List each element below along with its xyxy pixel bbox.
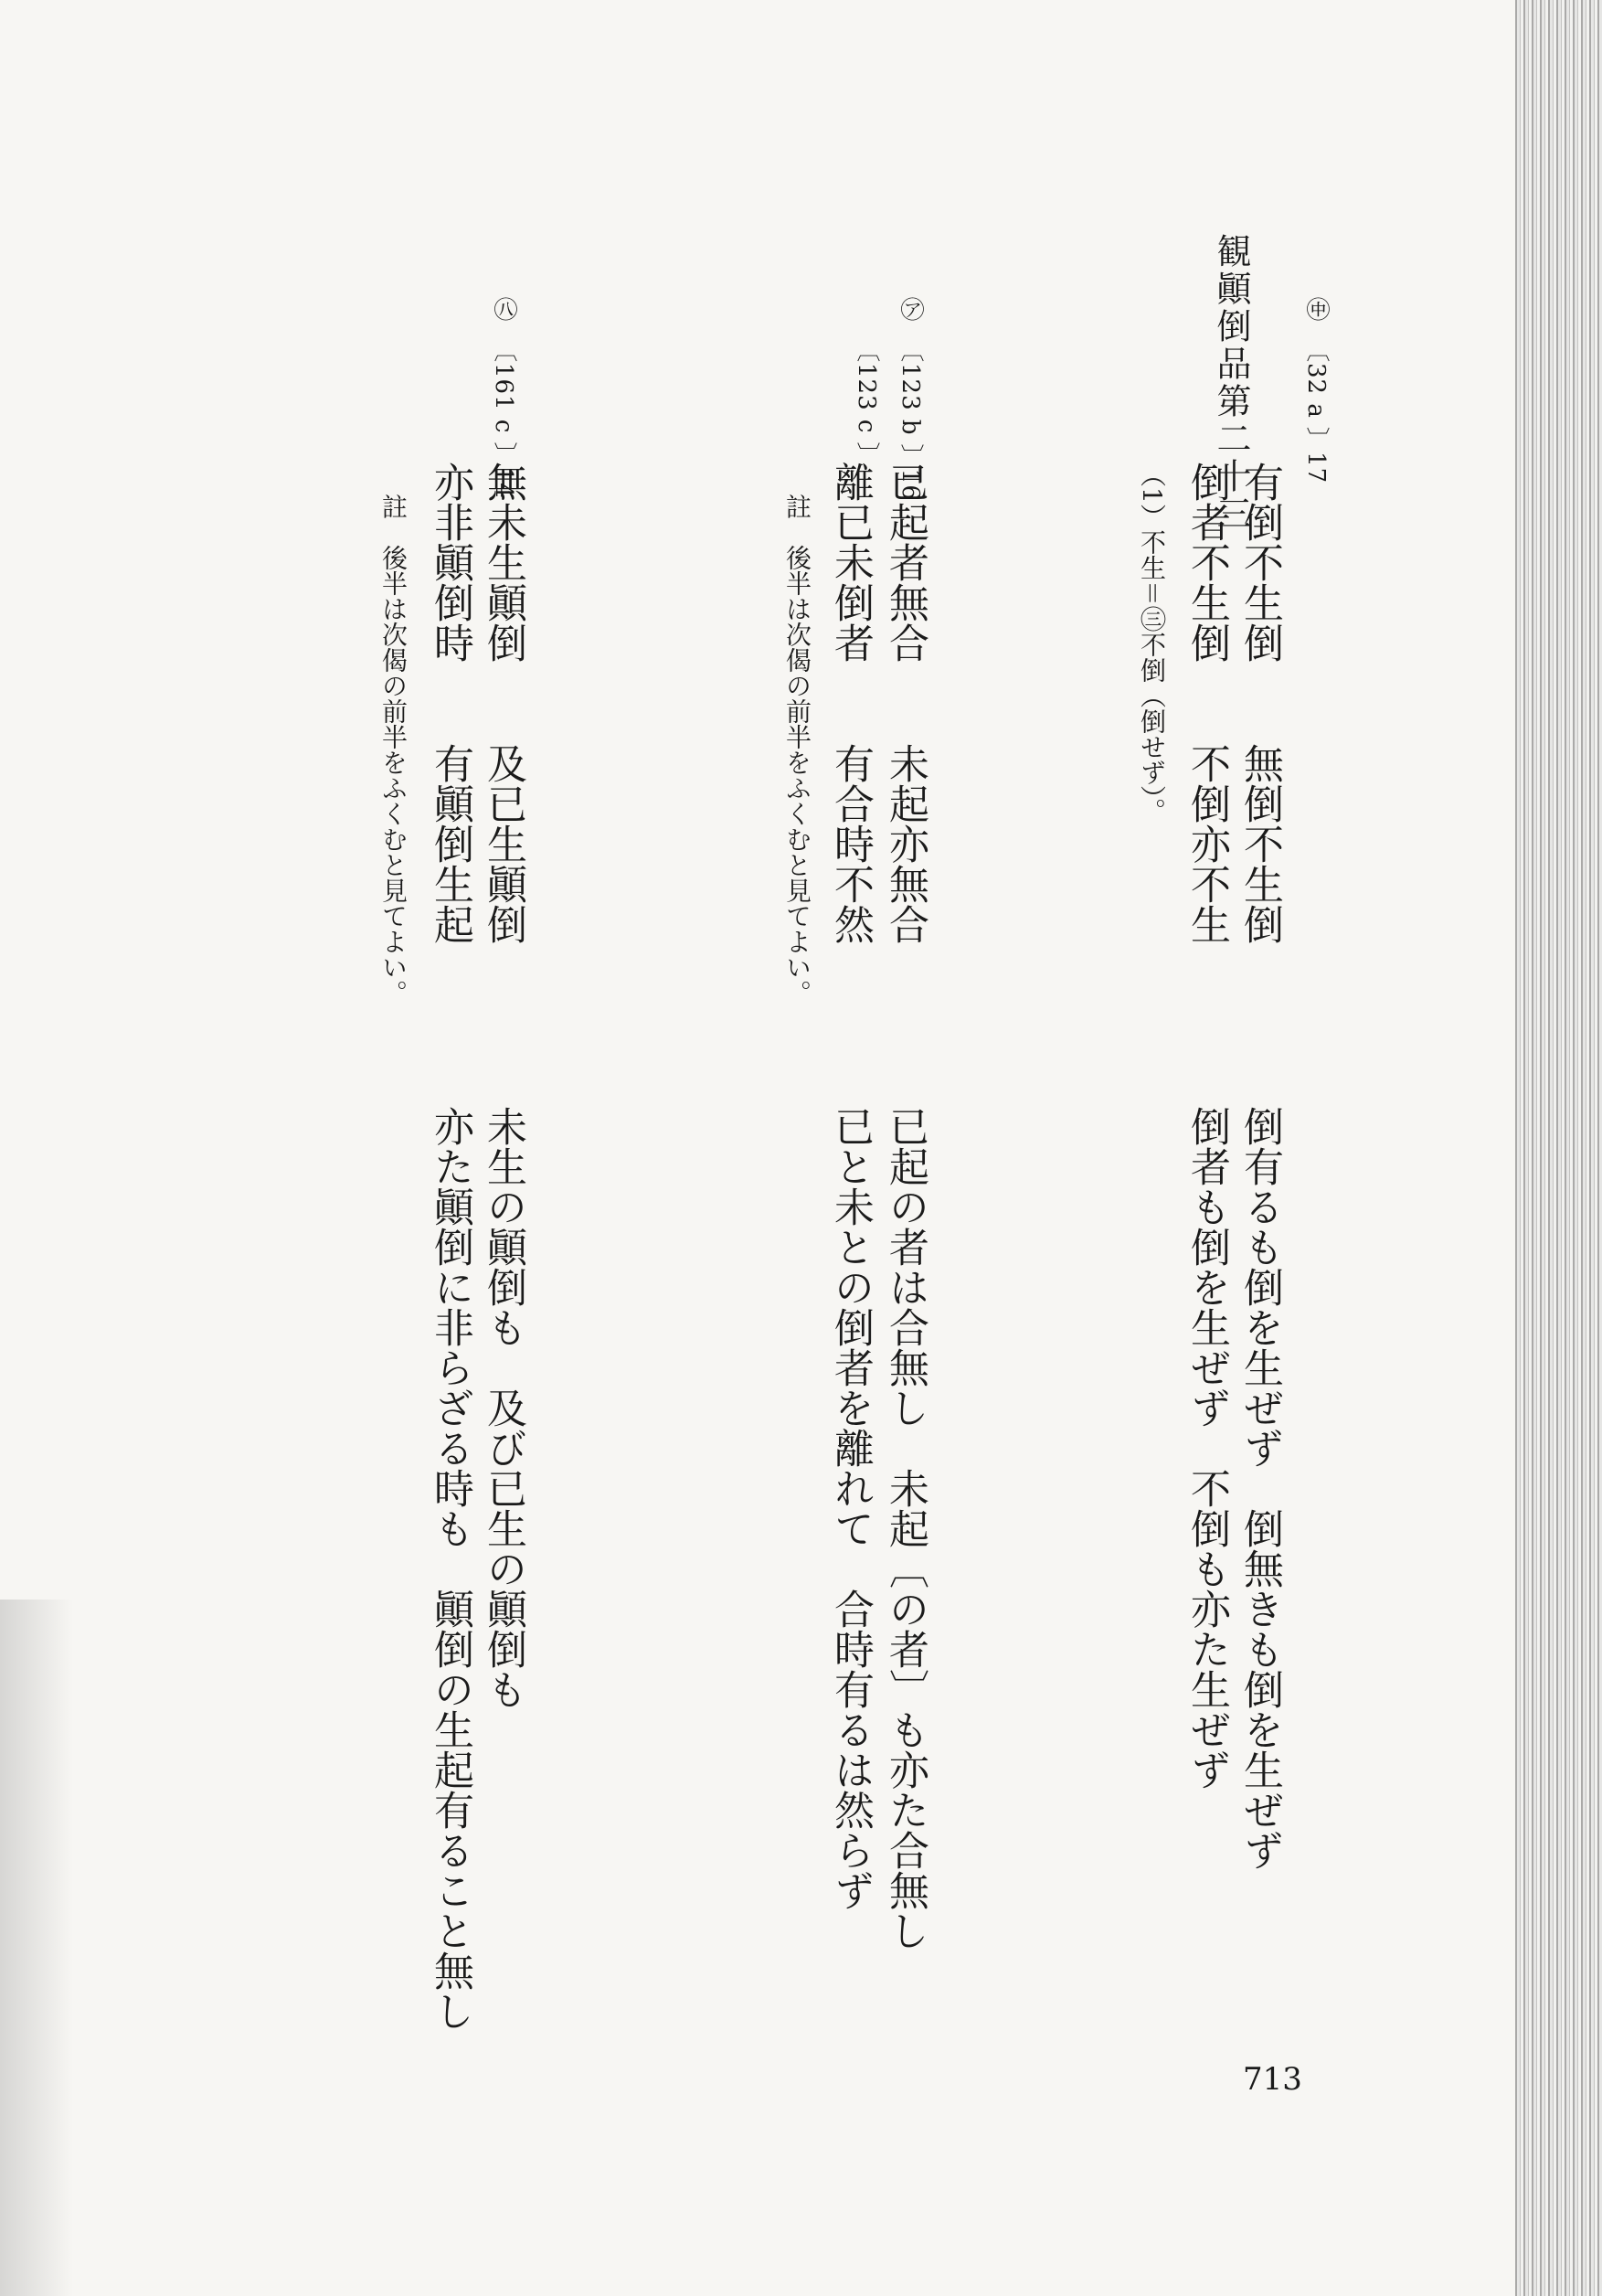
verse-line: 亦非顚倒時 有顚倒生起 [427,462,473,944]
section-ref: 〔161 c 〕14 [490,338,517,499]
verse-line: 已起者無合 未起亦無合 [882,462,928,944]
verse-line: 倒者不生倒 不倒亦不生 [1183,462,1230,944]
footnote: 註 後半は次偈の前半をふくむと見てよい。 [378,494,408,1005]
page-number: 713 [1243,2061,1302,2098]
section-mark: ㋐ [896,297,924,321]
section-ref: 〔123 b 〕16 [896,338,924,501]
section-mark: ㊇ [490,297,517,321]
verse-line: 有倒不生倒 無倒不生倒 [1236,462,1283,944]
verse-line: 離已未倒者 有合時不然 [827,462,874,944]
scan-smudge [0,1600,73,2296]
gloss-line: 亦た顚倒に非らざる時も 顚倒の生起有ること無し [427,1106,473,2031]
footnote: 註 後半は次偈の前半をふくむと見てよい。 [782,494,812,1005]
footnote: （1）不生＝㊂不倒（倒せず）。 [1137,462,1167,824]
section-ref: 〔123 c 〕 [853,338,880,467]
gloss-line: 已と未との倒者を離れて 合時有るは然らず [827,1106,874,1910]
gloss-line: 未生の顚倒も 及び已生の顚倒も [480,1106,526,1709]
gloss-line: 倒有るも倒を生ぜず 倒無きも倒を生ぜず [1236,1106,1283,1870]
chapter-title: 観顚倒品第二十三 [1211,233,1251,533]
gloss-line: 已起の者は合無し 未起〔の者〕も亦た合無し [882,1106,928,1951]
section-ref: 〔32 a 〕17 [1302,338,1330,484]
gloss-line: 倒者も倒を生ぜず 不倒も亦た生ぜず [1183,1106,1230,1790]
verse-line: 無未生顚倒 及已生顚倒 [480,462,526,944]
page-edge-shadow [1515,0,1602,2296]
section-mark: ㊥ [1302,297,1330,321]
